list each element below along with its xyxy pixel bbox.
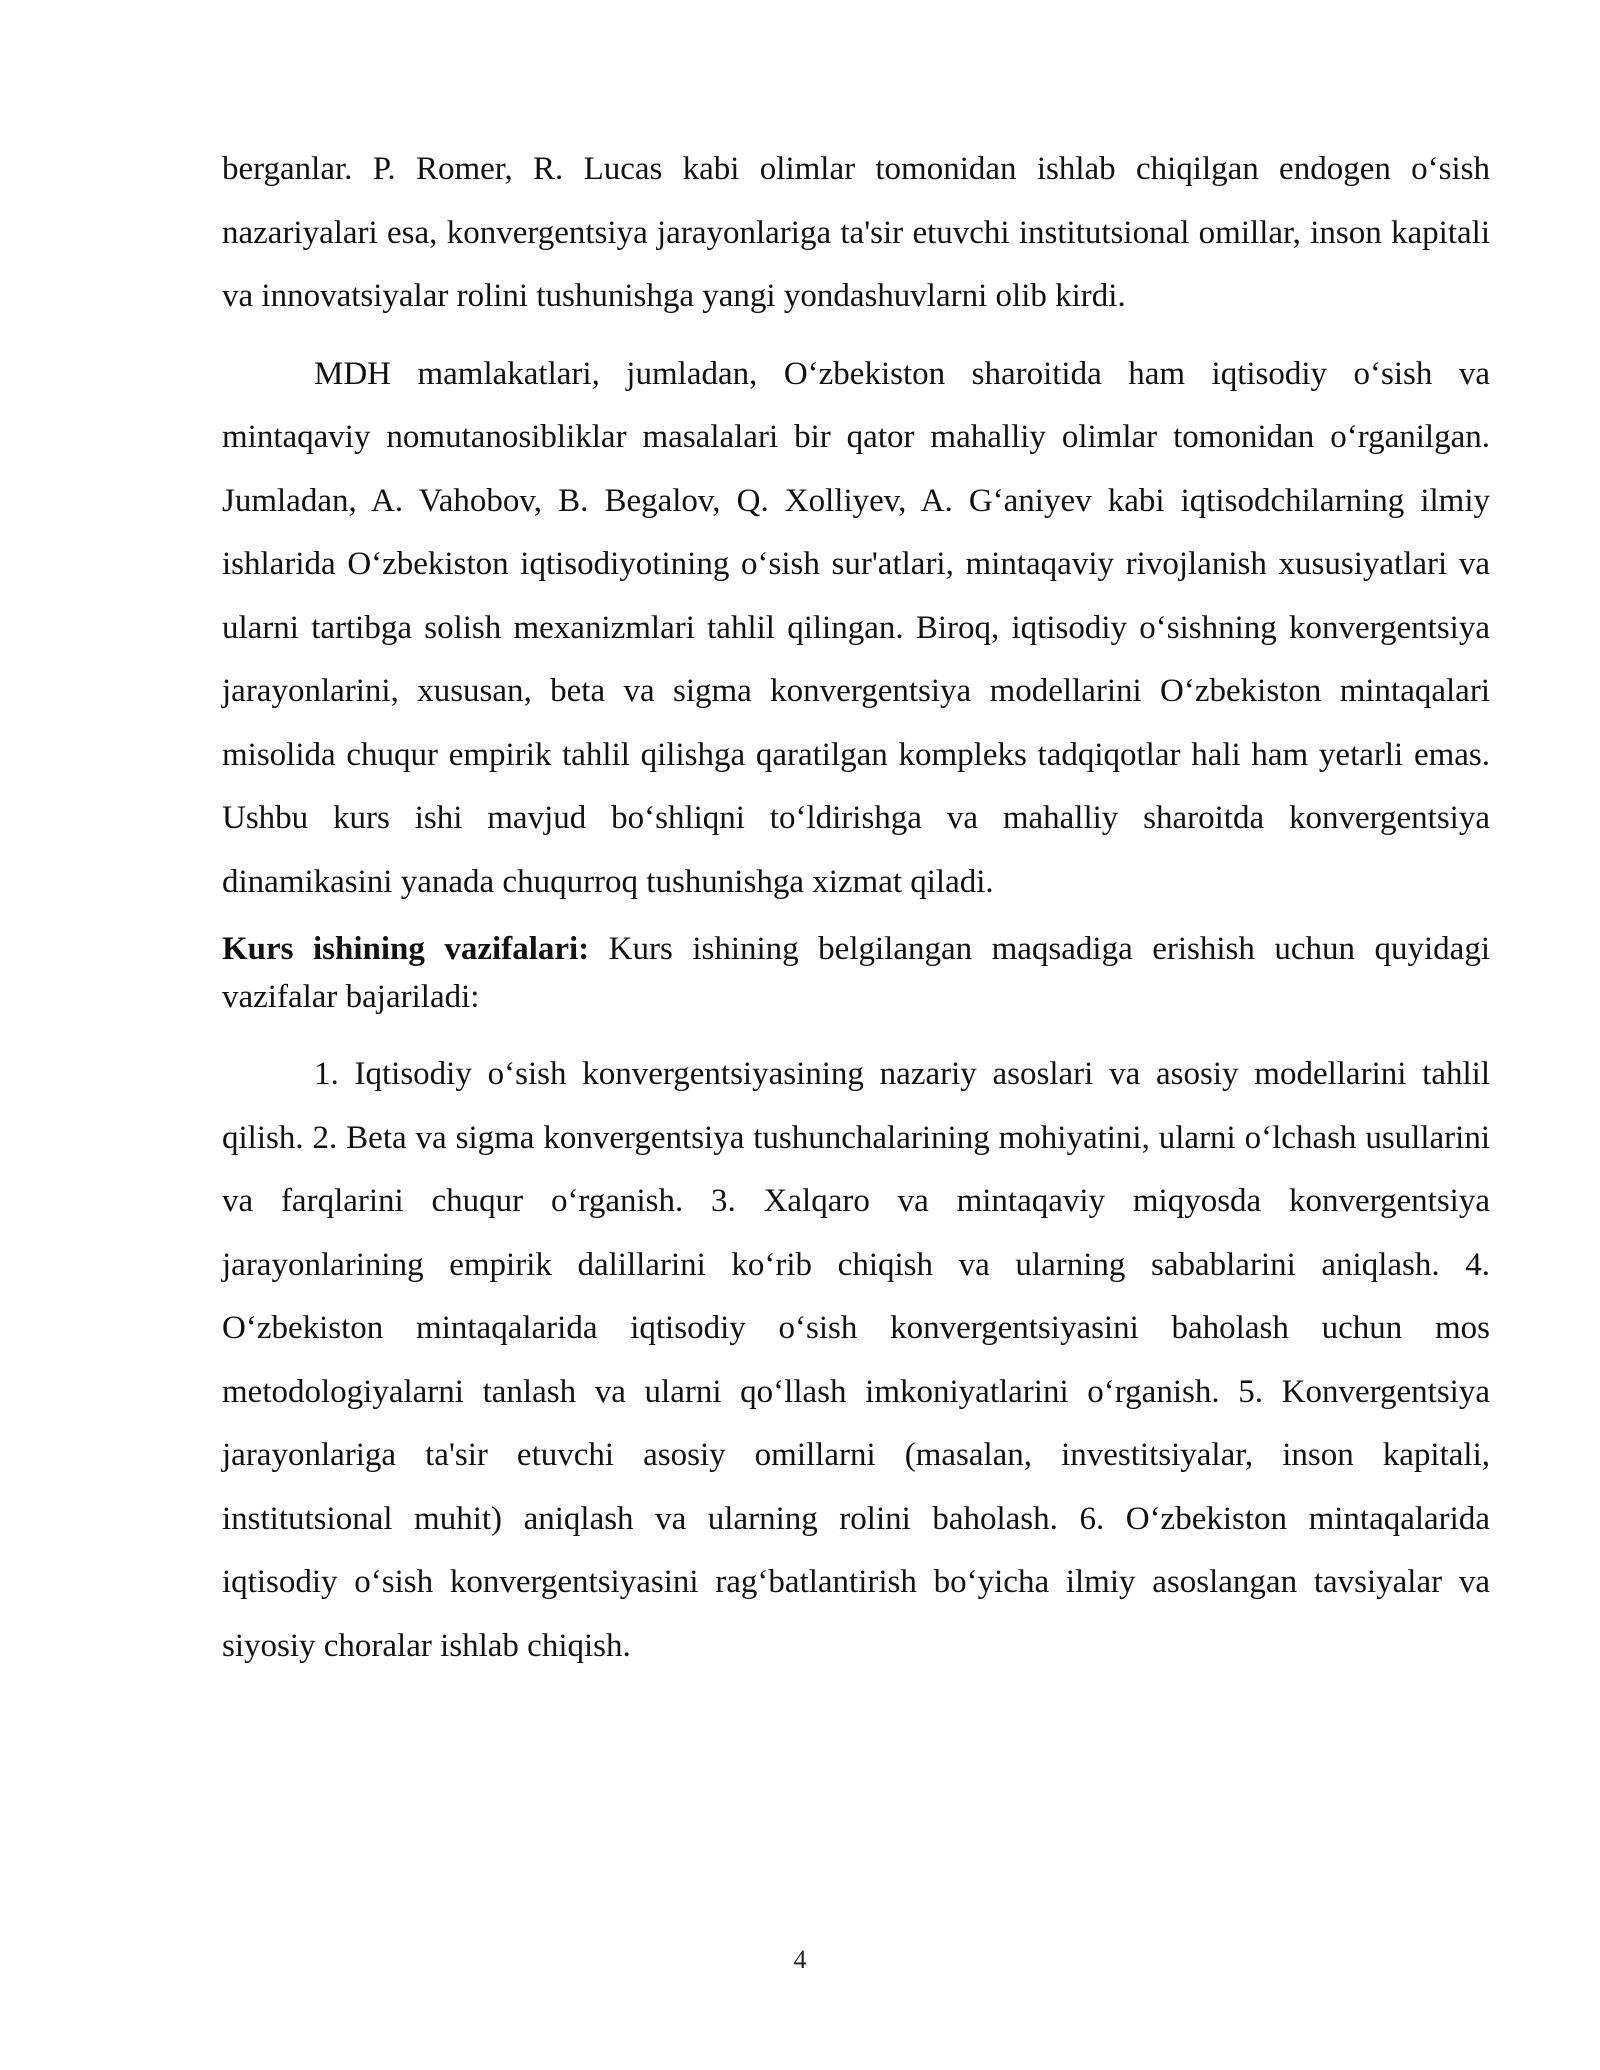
page-number: 4 [793,1945,807,1974]
paragraph-course-tasks-intro [222,925,1490,1021]
paragraph-task-list: 1. Iqtisodiy o‘sish konvergentsiyasining nazariy asoslari va asosiy modellarini tahlil qilish. 2. Beta va sigma konvergentsiya tushunchalarining mohiyatini, ularni o‘lchash usullarini va farqlarini chuqur o‘rganish. 3. Xalqaro va mintaqaviy miqyosda konvergentsiya jarayonlarining empirik dalillarini ko‘rib chiqish va ularning sabablarini aniqlash. 4. O‘zbekiston mintaqalarida iqtisodiy o‘sish konvergentsiyasini baholash uchun mos metodologiyalarni tanlash va ularni qo‘llash imkoniyatlarini o‘rganish. 5. Konvergentsiya jarayonlariga ta'sir etuvchi asosiy omillarni (masalan, investitsiyalar, inson kapitali, institutsional muhit) aniqlash va ularning rolini baholash. 6. O‘zbekiston mintaqalarida iqtisodiy o‘sish konvergentsiyasini rag‘batlantirish bo‘yicha ilmiy asoslangan tavsiyalar va siyosiy choralar ishlab chiqish. [222,1056,1490,1664]
paragraph-local-scholars: MDH mamlakatlari, jumladan, O‘zbekiston sharoitida ham iqtisodiy o‘sish va mintaqaviy nomutanosibliklar masalalari bir qator mahalliy olimlar tomonidan o‘rganilgan. Jumladan, A. Vahobov, B. Begalov, Q. Xolliyev, A. G‘aniyev kabi iqtisodchilarning ilmiy ishlarida O‘zbekiston iqtisodiyotining o‘sish sur'atlari, mintaqaviy rivojlanish xususiyatlari va ularni tartibga solish mexanizmlari tahlil qilingan. Biroq, iqtisodiy o‘sishning konvergentsiya jarayonlarini, xususan, beta va sigma konvergentsiya modellarini O‘zbekiston mintaqalari misolida chuqur empirik tahlil qilishga qaratilgan kompleks tadqiqotlar hali ham yetarli emas. Ushbu kurs ishi mavjud bo‘shliqni to‘ldirishga va mahalliy sharoitda konvergentsiya dinamikasini yanada chuqurroq tushunishga xizmat qiladi. [222,355,1490,900]
course-tasks-intro-text: Kurs ishining belgilangan maqsadiga erishish uchun quyidagi vazifalar bajariladi: [222,931,1490,1015]
course-tasks-heading: Kurs ishining vazifalari: [222,931,590,967]
paragraph-endogenous-growth: berganlar. P. Romer, R. Lucas kabi olimlar tomonidan ishlab chiqilgan endogen o‘sish nazariyalari esa, konvergentsiya jarayonlariga ta'sir etuvchi institutsional omillar, inson kapitali va innovatsiyalar rolini tushunishga yangi yondashuvlarni olib kirdi. [222,151,1490,314]
document-page [222,138,1490,1678]
